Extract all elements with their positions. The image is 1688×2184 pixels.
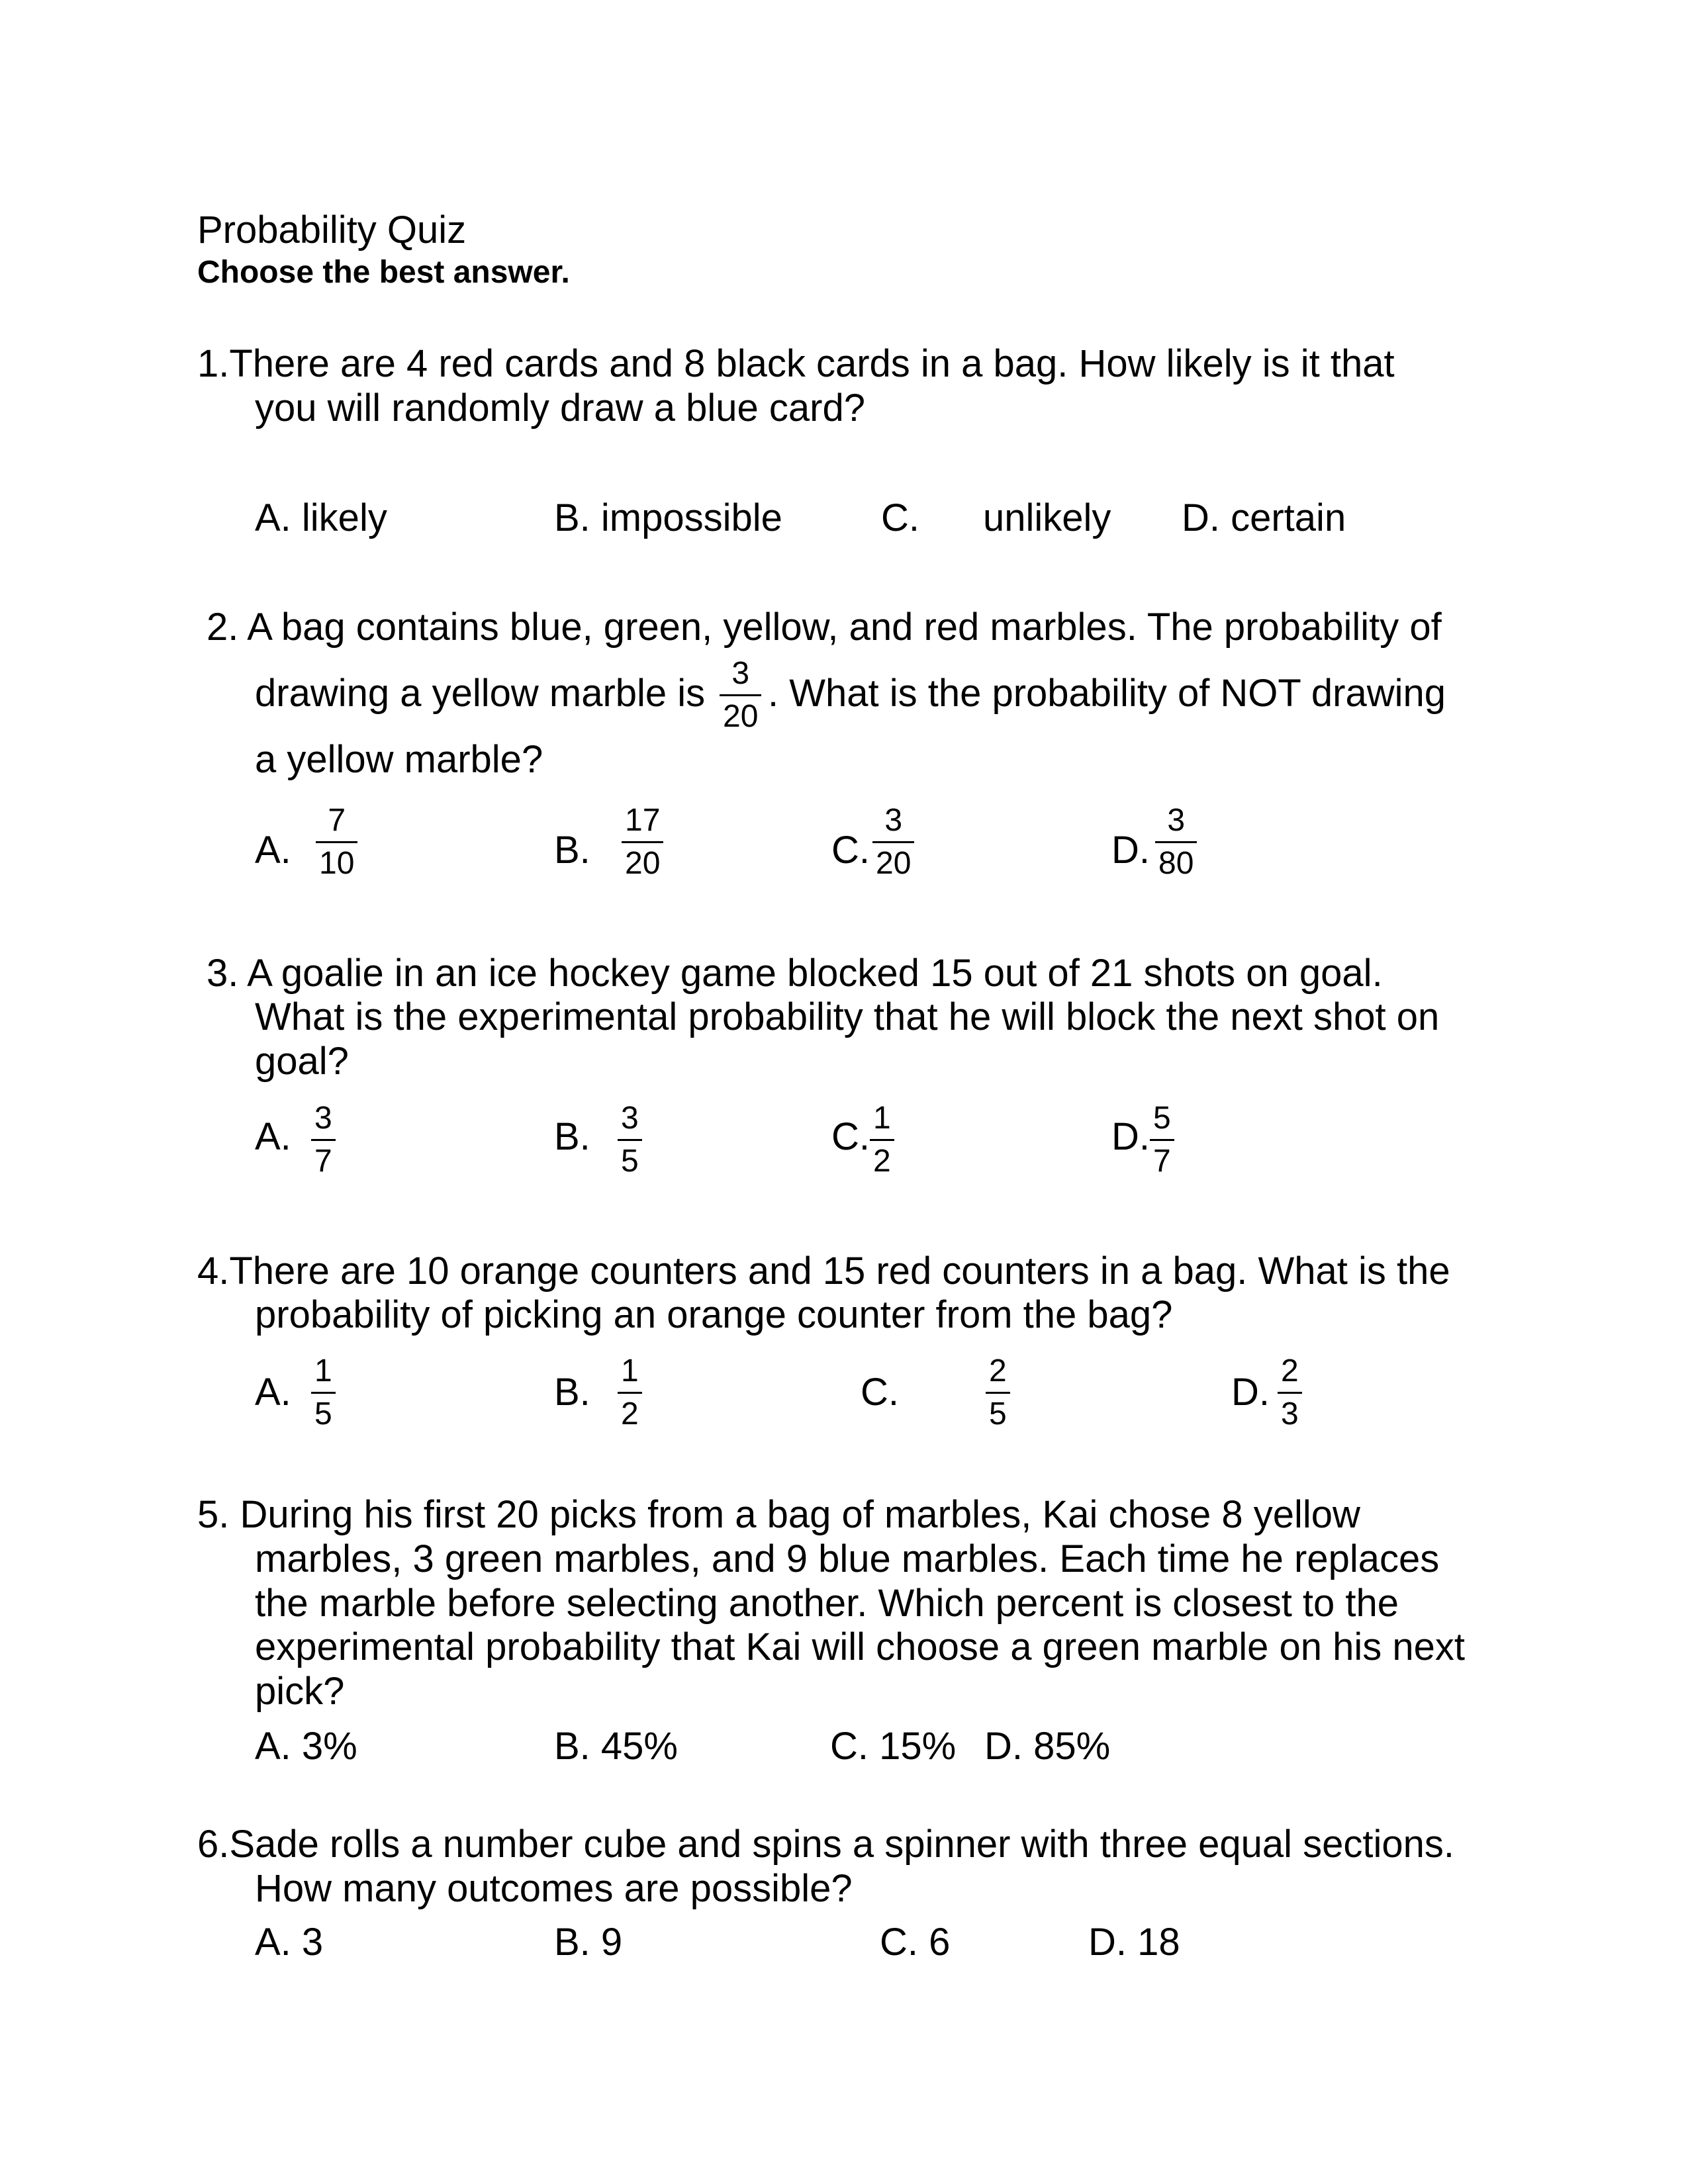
- numerator: 17: [625, 803, 661, 838]
- q2-option-b[interactable]: B.: [554, 829, 590, 872]
- fraction-bar: [870, 1139, 894, 1141]
- fraction-bar: [618, 1392, 642, 1394]
- given-fraction: [720, 657, 761, 733]
- fraction-bar: [1278, 1392, 1302, 1394]
- q2-option-d-fraction[interactable]: [1155, 804, 1197, 880]
- question-3-line: goal?: [255, 1040, 349, 1083]
- q4-option-c-fraction[interactable]: [986, 1355, 1010, 1431]
- question-text: A bag contains blue, green, yellow, and red marbles. The probability of: [247, 606, 1442, 649]
- q4-option-b[interactable]: B.: [554, 1371, 590, 1414]
- denominator: 20: [625, 846, 661, 881]
- q5-option-c[interactable]: C. 15%: [830, 1725, 957, 1768]
- numerator: 3: [1167, 803, 1186, 838]
- fraction-bar: [1150, 1139, 1174, 1141]
- question-2-line: . What is the probability of NOT drawing: [768, 672, 1446, 715]
- fraction-bar: [316, 841, 357, 843]
- q3-option-b-fraction[interactable]: [618, 1102, 642, 1178]
- q4-option-d[interactable]: D.: [1231, 1371, 1270, 1414]
- question-number: 1.: [197, 342, 230, 385]
- question-number: 4.: [197, 1250, 230, 1293]
- denominator: 7: [1153, 1144, 1171, 1179]
- q1-option-c[interactable]: C.: [881, 496, 919, 539]
- question-number: 5.: [197, 1493, 230, 1536]
- numerator: 5: [1153, 1101, 1171, 1136]
- q1-option-b[interactable]: B. impossible: [554, 496, 782, 539]
- numerator: 3: [731, 656, 750, 691]
- denominator: 20: [876, 846, 912, 881]
- fraction-bar: [311, 1139, 336, 1141]
- question-5-line: the marble before selecting another. Which percent is closest to the: [255, 1582, 1399, 1625]
- question-2-line: drawing a yellow marble is: [255, 672, 706, 715]
- numerator: 3: [621, 1101, 639, 1136]
- numerator: 3: [884, 803, 903, 838]
- denominator: 2: [621, 1396, 639, 1432]
- fraction-bar: [986, 1392, 1010, 1394]
- q1-option-d[interactable]: D. certain: [1182, 496, 1346, 539]
- question-number: 2.: [207, 606, 239, 649]
- q1-option-a[interactable]: A. likely: [255, 496, 387, 539]
- numerator: 2: [1281, 1353, 1299, 1388]
- fraction-bar: [872, 841, 914, 843]
- fraction-bar: [622, 841, 663, 843]
- numerator: 2: [989, 1353, 1007, 1388]
- q6-option-c[interactable]: C. 6: [880, 1921, 951, 1964]
- question-5-line: marbles, 3 green marbles, and 9 blue marbles. Each time he replaces: [255, 1537, 1440, 1580]
- q5-option-d[interactable]: D. 85%: [984, 1725, 1111, 1768]
- denominator: 5: [314, 1396, 332, 1432]
- q2-option-c[interactable]: C.: [831, 829, 870, 872]
- question-5-line: pick?: [255, 1670, 345, 1713]
- question-number: 6.: [197, 1823, 230, 1866]
- q6-option-a[interactable]: A. 3: [255, 1921, 324, 1964]
- q5-option-a[interactable]: A. 3%: [255, 1725, 357, 1768]
- q2-option-a[interactable]: A.: [255, 829, 291, 872]
- numerator: 3: [314, 1101, 332, 1136]
- q1-option-c-text[interactable]: unlikely: [983, 496, 1111, 539]
- numerator: 7: [328, 803, 346, 838]
- q2-option-a-fraction[interactable]: [316, 804, 357, 880]
- q4-option-a[interactable]: A.: [255, 1371, 291, 1414]
- q3-option-d[interactable]: D.: [1111, 1115, 1150, 1158]
- denominator: 5: [621, 1144, 639, 1179]
- question-number: 3.: [207, 952, 239, 995]
- q4-option-c[interactable]: C.: [861, 1371, 899, 1414]
- question-5-line: experimental probability that Kai will choose a green marble on his next: [255, 1625, 1465, 1668]
- q2-option-b-fraction[interactable]: [622, 804, 663, 880]
- quiz-title: Probability Quiz: [197, 208, 467, 251]
- denominator: 3: [1281, 1396, 1299, 1432]
- question-6-line: How many outcomes are possible?: [255, 1867, 853, 1910]
- denominator: 80: [1158, 846, 1194, 881]
- q6-option-b[interactable]: B. 9: [554, 1921, 623, 1964]
- denominator: 20: [723, 699, 759, 734]
- numerator: 1: [873, 1101, 891, 1136]
- denominator: 7: [314, 1144, 332, 1179]
- question-4-line: [197, 1250, 1450, 1293]
- numerator: 1: [621, 1353, 639, 1388]
- denominator: 10: [319, 846, 355, 881]
- q5-option-b[interactable]: B. 45%: [554, 1725, 678, 1768]
- q6-option-d[interactable]: D. 18: [1088, 1921, 1180, 1964]
- q3-option-a[interactable]: A.: [255, 1115, 291, 1158]
- question-text: Sade rolls a number cube and spins a spinner with three equal sections.: [229, 1823, 1455, 1866]
- q3-option-c[interactable]: C.: [831, 1115, 870, 1158]
- question-4-line: probability of picking an orange counter from the bag?: [255, 1293, 1173, 1336]
- q3-option-d-fraction[interactable]: [1150, 1102, 1174, 1178]
- numerator: 1: [314, 1353, 332, 1388]
- fraction-bar: [311, 1392, 336, 1394]
- q4-option-b-fraction[interactable]: [618, 1355, 642, 1431]
- instructions: Choose the best answer.: [197, 255, 570, 290]
- question-1-line: you will randomly draw a blue card?: [255, 387, 865, 430]
- question-text: There are 10 orange counters and 15 red counters in a bag. What is the: [229, 1250, 1450, 1293]
- q2-option-d[interactable]: D.: [1111, 829, 1150, 872]
- denominator: 5: [989, 1396, 1007, 1432]
- question-1-line: [197, 342, 1395, 386]
- denominator: 2: [873, 1144, 891, 1179]
- question-5-line: [197, 1493, 1360, 1537]
- question-text: There are 4 red cards and 8 black cards in a bag. How likely is it that: [229, 342, 1395, 385]
- question-text: A goalie in an ice hockey game blocked 15 out of 21 shots on goal.: [247, 952, 1383, 995]
- question-2-line: a yellow marble?: [255, 738, 543, 781]
- question-6-line: [197, 1823, 1454, 1866]
- q2-option-c-fraction[interactable]: [872, 804, 914, 880]
- q3-option-b[interactable]: B.: [554, 1115, 590, 1158]
- fraction-bar: [618, 1139, 642, 1141]
- fraction-bar: [1155, 841, 1197, 843]
- question-text: During his first 20 picks from a bag of marbles, Kai chose 8 yellow: [240, 1493, 1360, 1536]
- q3-option-c-fraction[interactable]: [870, 1102, 894, 1178]
- q4-option-a-fraction[interactable]: [311, 1355, 336, 1431]
- question-3-line: [207, 952, 1383, 995]
- q3-option-a-fraction[interactable]: [311, 1102, 336, 1178]
- fraction-bar: [720, 694, 761, 696]
- question-3-line: What is the experimental probability that he will block the next shot on: [255, 995, 1440, 1038]
- question-2-line: [207, 606, 1442, 649]
- q4-option-d-fraction[interactable]: [1278, 1355, 1302, 1431]
